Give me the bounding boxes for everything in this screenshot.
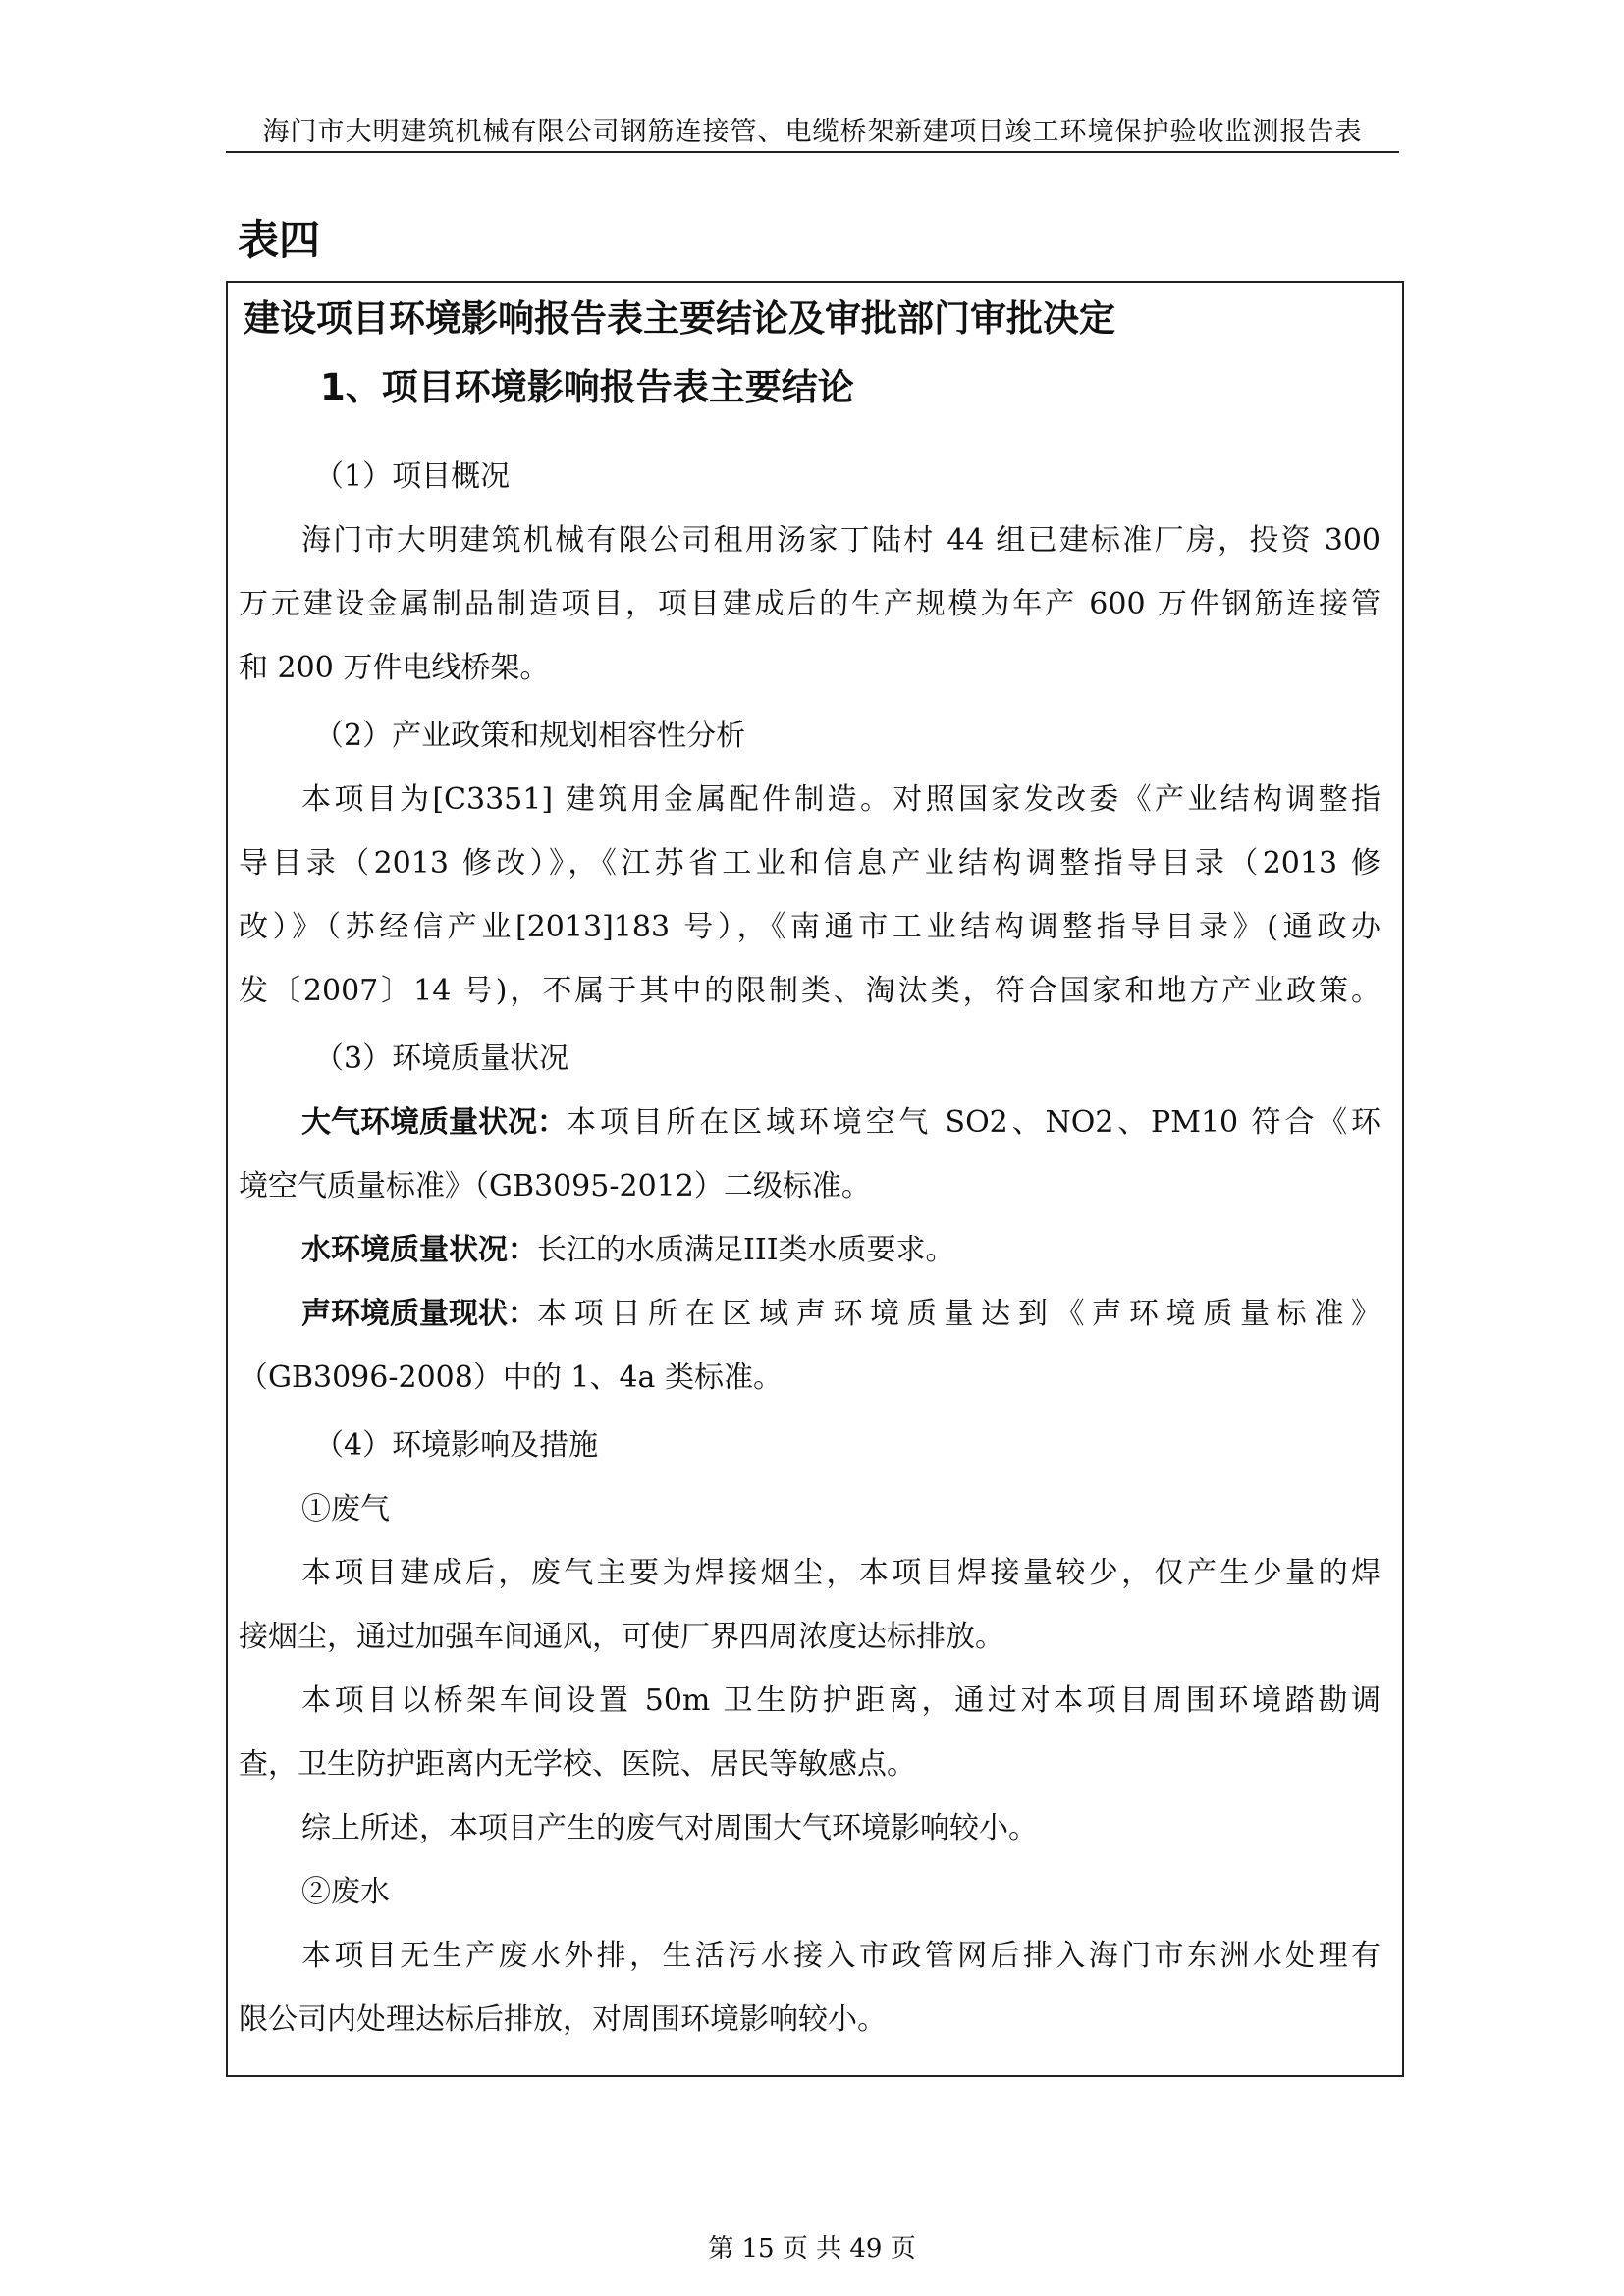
s2-line-4: 发〔2007〕14 号)，不属于其中的限制类、淘汰类，符合国家和地方产业政策。 [239, 974, 1380, 1008]
water-quality-label: 水环境质量状况： [301, 1233, 537, 1267]
wastewater-p1-line-1: 本项目无生产废水外排，生活污水接入市政管网后排入海门市东洲水处理有 [301, 1939, 1380, 1973]
waste-gas-p3: 综上所述，本项目产生的废气对周围大气环境影响较小。 [301, 1811, 1038, 1845]
page-number: 第 15 页 共 49 页 [708, 2234, 916, 2264]
subsection-heading: 1、项目环境影响报告表主要结论 [320, 366, 854, 408]
waste-gas-title: ①废气 [301, 1492, 390, 1526]
noise-quality-text: 本项目所在区域声环境质量达到《声环境质量标准》 [537, 1297, 1380, 1331]
air-quality-text-2: 境空气质量标准》（GB3095-2012）二级标准。 [239, 1169, 871, 1203]
s1-line-2: 万元建设金属制品制造项目，项目建成后的生产规模为年产 600 万件钢筋连接管 [239, 587, 1380, 621]
s2-line-3: 改）》（苏经信产业[2013]183 号），《南通市工业结构调整指导目录》(通政办 [239, 910, 1380, 944]
waste-gas-p2-line-2: 查，卫生防护距离内无学校、医院、居民等敏感点。 [239, 1747, 916, 1782]
waste-gas-p1-line-1: 本项目建成后，废气主要为焊接烟尘，本项目焊接量较少，仅产生少量的焊 [301, 1556, 1380, 1590]
noise-quality-text-2: （GB3096-2008）中的 1、4a 类标准。 [239, 1361, 783, 1395]
waste-gas-p2-line-1: 本项目以桥架车间设置 50m 卫生防护距离，通过对本项目周围环境踏勘调 [301, 1683, 1380, 1718]
air-quality-line [301, 1103, 1380, 1143]
s3-title: （3）环境质量状况 [314, 1041, 569, 1076]
table-label: 表四 [238, 216, 321, 264]
wastewater-p1-line-2: 限公司内处理达标后排放，对周围环境影响较小。 [239, 2002, 887, 2037]
s1-title: （1）项目概况 [314, 459, 511, 494]
s2-line-1: 本项目为[C3351] 建筑用金属配件制造。对照国家发改委《产业结构调整指 [301, 782, 1380, 817]
s1-line-3: 和 200 万件电线桥架。 [239, 651, 550, 685]
s1-line-1: 海门市大明建筑机械有限公司租用汤家丁陆村 44 组已建标准厂房，投资 300 [301, 523, 1380, 558]
s2-title: （2）产业政策和规划相容性分析 [314, 719, 746, 753]
s4-title: （4）环境影响及措施 [314, 1428, 599, 1463]
s2-line-2: 导目录（2013 修改）》，《江苏省工业和信息产业结构调整指导目录（2013 修 [239, 846, 1380, 881]
section-heading: 建设项目环境影响报告表主要结论及审批部门审批决定 [244, 297, 1115, 340]
document-header-title: 海门市大明建筑机械有限公司钢筋连接管、电缆桥架新建项目竣工环境保护验收监测报告表 [262, 117, 1363, 147]
air-quality-text: 本项目所在区域环境空气 SO2、NO2、PM10 符合《环 [567, 1105, 1380, 1140]
noise-quality-label: 声环境质量现状： [301, 1297, 537, 1331]
air-quality-label: 大气环境质量状况： [301, 1105, 567, 1140]
header-divider [226, 151, 1399, 153]
noise-quality-line [301, 1295, 1380, 1334]
water-quality-line [301, 1231, 955, 1270]
wastewater-title: ②废水 [301, 1875, 390, 1909]
waste-gas-p1-line-2: 接烟尘，通过加强车间通风，可使厂界四周浓度达标排放。 [239, 1620, 1004, 1654]
water-quality-text: 长江的水质满足III类水质要求。 [537, 1233, 955, 1267]
